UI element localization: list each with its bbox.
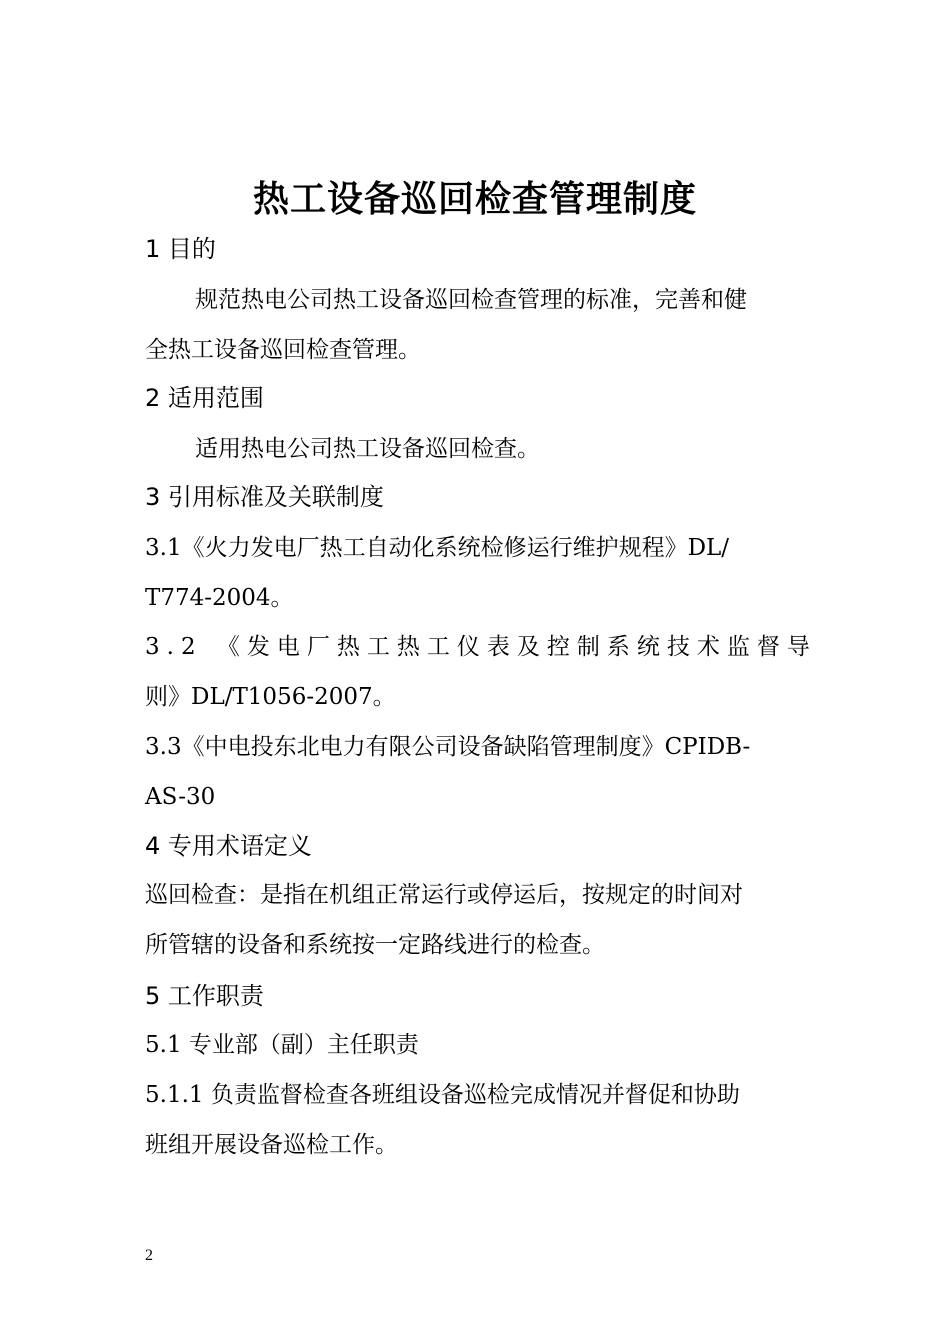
reference-item-3-1 — [145, 523, 807, 623]
paragraph-line: 3.3《中电投东北电力有限公司设备缺陷管理制度》CPIDB- — [145, 734, 751, 760]
section-3-heading: 3 引用标准及关联制度 — [145, 483, 384, 511]
paragraph-line: 5.1.1 负责监督检查各班组设备巡检完成情况并督促和协助 — [145, 1082, 740, 1108]
paragraph-line: 规范热电公司热工设备巡回检查管理的标准，完善和健 — [195, 287, 747, 313]
section-1-heading: 1 目的 — [145, 235, 216, 263]
subsection-5-1 — [145, 1020, 807, 1070]
reference-item-3-3 — [145, 722, 807, 822]
paragraph-line: 3.1《火力发电厂热工自动化系统检修运行维护规程》DL/ — [145, 535, 730, 561]
paragraph-line: 5.1 专业部（副）主任职责 — [145, 1032, 419, 1058]
paragraph-line: 适用热电公司热工设备巡回检查。 — [195, 436, 540, 462]
reference-item-3-2 — [145, 622, 817, 722]
section-4-paragraph — [145, 870, 807, 970]
paragraph-line: 3.2 《发电厂热工热工仪表及控制系统技术监督导 — [145, 634, 817, 660]
section-1-paragraph — [145, 275, 807, 375]
section-2-paragraph — [145, 424, 807, 474]
paragraph-line: T774-2004。 — [145, 585, 294, 611]
section-2-heading: 2 适用范围 — [145, 384, 264, 412]
page-number: 2 — [145, 1247, 153, 1264]
subsection-5-1-1 — [145, 1070, 807, 1170]
paragraph-line: 巡回检查：是指在机组正常运行或停运后，按规定的时间对 — [145, 882, 743, 908]
section-4-heading: 4 专用术语定义 — [145, 832, 312, 860]
paragraph-line: 班组开展设备巡检工作。 — [145, 1132, 398, 1158]
section-5-heading: 5 工作职责 — [145, 982, 264, 1010]
paragraph-line: 则》DL/T1056-2007。 — [145, 684, 396, 710]
document-title: 热工设备巡回检查管理制度 — [252, 179, 697, 220]
paragraph-line: 所管辖的设备和系统按一定路线进行的检查。 — [145, 932, 605, 958]
paragraph-line: 全热工设备巡回检查管理。 — [145, 337, 421, 363]
paragraph-line: AS-30 — [145, 784, 216, 810]
